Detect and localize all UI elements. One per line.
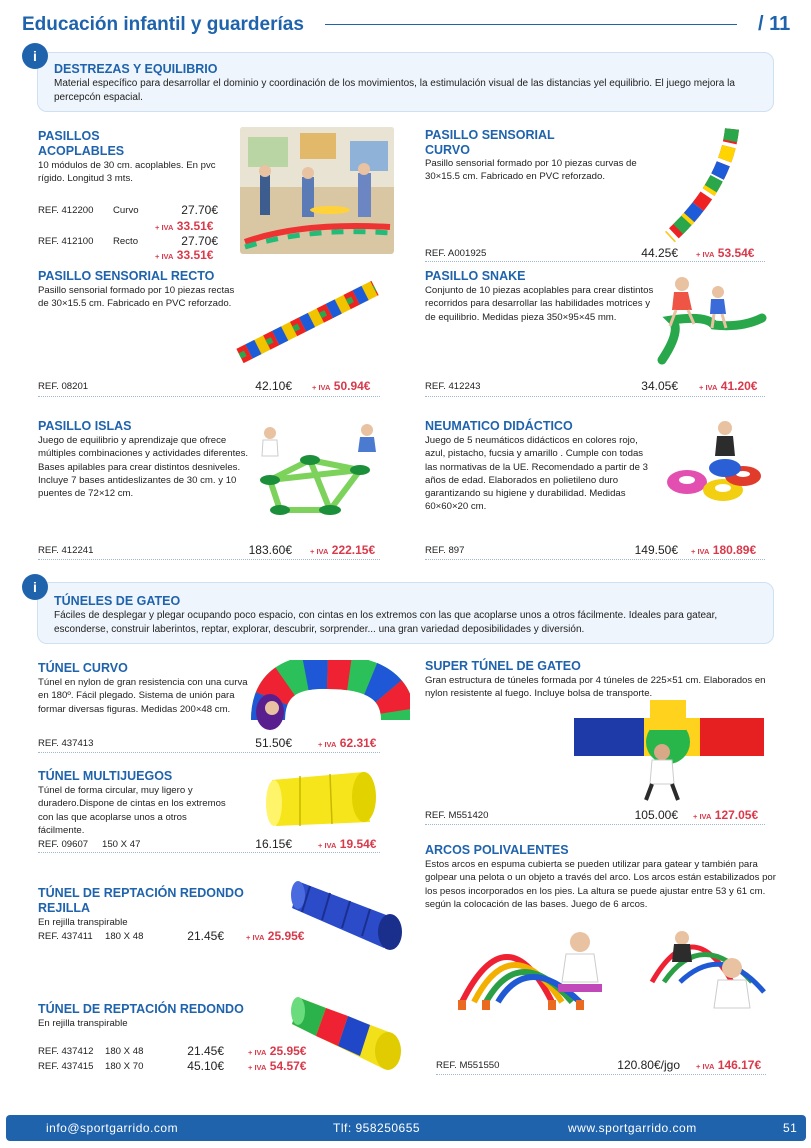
product-iva-price: + IVA 33.51€ [155, 219, 214, 233]
product-title: TÚNEL DE REPTACIÓN REDONDO [38, 1002, 244, 1016]
product-iva-price: + IVA 127.05€ [693, 808, 759, 822]
product-variant: Curvo [113, 205, 139, 216]
product-size: 180 X 48 [105, 931, 144, 942]
product-title: TÚNEL CURVO [38, 661, 128, 675]
product-iva-price: + IVA 19.54€ [318, 837, 377, 851]
product-price: 21.45€ [187, 929, 224, 943]
footer-phone: Tlf: 958250655 [333, 1121, 421, 1135]
product-description: Conjunto de 10 piezas acoplables para crear distintos recorridos para desarrollar las habilidades motrices y de equilibrio. Medidas pieza 350×95×45 mm. [425, 285, 654, 323]
product-price: 34.05€ [641, 379, 678, 393]
product-description: Túnel de forma circular, muy ligero y duradero.Dispone de cintas en los extremos con las que acoplarse unos a otros fácilmente. [38, 785, 226, 836]
product-iva-price: + IVA 33.51€ [155, 248, 214, 262]
divider [38, 559, 380, 560]
product-ref: REF. 08201 [38, 381, 89, 392]
info-box-tuneles [37, 582, 774, 644]
product-ref: REF. A001925 [425, 248, 487, 259]
product-iva-price: + IVA 53.54€ [696, 246, 755, 260]
product-size: 150 X 47 [102, 839, 141, 850]
product-iva-price: + IVA 146.17€ [696, 1058, 762, 1072]
product-description: Gran estructura de túneles formada por 4 túneles de 225×51 cm. Elaborados en nylon resistente al fuego. Incluye bolsa de transporte. [425, 675, 766, 700]
colored-tunnel-image [290, 984, 414, 1076]
divider [38, 752, 380, 753]
product-ref: REF. 897 [425, 545, 465, 556]
divider [38, 852, 380, 853]
curved-path-image [650, 125, 742, 245]
product-ref: REF. 412100 [38, 236, 94, 247]
tires-image [665, 418, 773, 506]
product-price: 44.25€ [641, 246, 678, 260]
page-title: Educación infantil y guarderías [22, 14, 304, 35]
product-iva-price: + IVA 41.20€ [699, 379, 758, 393]
product-title: PASILLO SNAKE [425, 269, 526, 283]
product-ref: REF. M551550 [436, 1060, 500, 1071]
product-price: 27.70€ [181, 203, 218, 217]
divider [425, 396, 765, 397]
product-description: Estos arcos en espuma cubierta se pueden utilizar para gatear y también para golpear una pelota o un objeto a través del arco. Los arcos están estabilizados por los pesos incorporados en los pies. La altura se puede ajustar entre 53 y 61 cm. según la colocación de las bases. Juego de 6 arcos. [425, 859, 776, 910]
product-price: 51.50€ [255, 736, 292, 750]
product-iva-price: + IVA 62.31€ [318, 736, 377, 750]
section-title: DESTREZAS Y EQUILIBRIO [54, 62, 218, 76]
product-iva-price: + IVA 25.95€ [246, 929, 305, 943]
product-variant: Recto [113, 236, 139, 247]
divider [425, 261, 765, 262]
section-title: TÚNELES DE GATEO [54, 594, 181, 608]
info-box-destrezas [37, 52, 774, 112]
section-number: / 11 [758, 13, 791, 35]
product-title: PASILLO ISLAS [38, 419, 132, 433]
header-divider [325, 24, 737, 25]
product-size: 180 X 70 [105, 1061, 144, 1072]
super-tunnel-image [570, 700, 768, 808]
product-price: 42.10€ [255, 379, 292, 393]
product-description: Juego de equilibrio y aprendizaje que ofrece múltiples combinaciones y actividades diferentes. Bases apilables para crear distintos desniveles. Incluye 7 bases antideslizantes de 30 cm. y 10 puentes de 72×12 cm. [38, 435, 249, 500]
footer-bar [6, 1115, 806, 1141]
product-iva-price: + IVA 25.95€ [248, 1044, 307, 1058]
product-description: Pasillo sensorial formado por 10 piezas rectas de 30×15.5 cm. Fabricado en PVC reforzado. [38, 285, 235, 310]
snake-path-image [652, 270, 770, 374]
straight-path-image [230, 278, 382, 370]
divider [436, 1074, 766, 1075]
product-size: 180 X 48 [105, 1046, 144, 1057]
section-text: Material específico para desarrollar el dominio y coordinación de los movimientos, la estimulación visual de las distancias yel equilibrio. El juego mejora la percepcón espacial. [54, 78, 735, 103]
product-description: En rejilla transpirable [38, 1018, 128, 1029]
product-description: 10 módulos de 30 cm. acoplables. En pvc rígido. Longitud 3 mts. [38, 160, 216, 185]
product-ref: REF. 412243 [425, 381, 481, 392]
product-price: 16.15€ [255, 837, 292, 851]
product-ref: REF. 437413 [38, 738, 94, 749]
multigame-tunnel-image [260, 766, 384, 832]
product-iva-price: + IVA 180.89€ [691, 543, 757, 557]
info-icon: i [22, 574, 48, 600]
product-iva-price: + IVA 50.94€ [312, 379, 371, 393]
product-title: TÚNEL MULTIJUEGOS [38, 769, 173, 783]
islands-path-image [250, 418, 390, 528]
product-ref: REF. 412241 [38, 545, 94, 556]
product-price: 27.70€ [181, 234, 218, 248]
classroom-photo [240, 127, 394, 254]
footer-email[interactable]: info@sportgarrido.com [46, 1121, 179, 1135]
mesh-tunnel-image [290, 868, 414, 954]
product-ref: REF. 412200 [38, 205, 94, 216]
product-price: 45.10€ [187, 1059, 224, 1073]
product-description: Pasillo sensorial formado por 10 piezas curvas de 30×15.5 cm. Fabricado en PVC reforzado. [425, 158, 637, 183]
product-ref: REF. M551420 [425, 810, 489, 821]
product-description: En rejilla transpirable [38, 917, 128, 928]
divider [425, 824, 765, 825]
product-ref: REF. 437412 [38, 1046, 94, 1057]
product-title: PASILLO SENSORIAL RECTO [38, 269, 215, 283]
curved-tunnel-image [248, 660, 410, 736]
product-title: ARCOS POLIVALENTES [425, 843, 569, 857]
product-description: Túnel en nylon de gran resistencia con una curva en 180º. Fácil plegado. Sistema de unión para formar diversas figuras. Medidas 200×48 cm. [38, 677, 248, 715]
product-iva-price: + IVA 54.57€ [248, 1059, 307, 1073]
product-title: PASILLO SENSORIAL CURVO [425, 128, 555, 157]
footer-website[interactable]: www.sportgarrido.com [568, 1121, 697, 1135]
product-title: PASILLOS ACOPLABLES [38, 129, 125, 158]
info-icon: i [22, 43, 48, 69]
product-ref: REF. 437411 [38, 931, 93, 942]
product-description: Juego de 5 neumáticos didácticos en colores rojo, azul, pistacho, fucsia y amarillo . Cumple con todas las normativas de la UE. Recomendado a partir de 3 años de edad. Elaborados en polietileno duro garantizando su higiene y durabilidad. Medidas 60×60×20 cm. [425, 435, 648, 513]
product-ref: REF. 437415 [38, 1061, 94, 1072]
product-price: 21.45€ [187, 1044, 224, 1058]
divider [38, 396, 380, 397]
page-number: 51 [783, 1121, 798, 1135]
section-text: Fáciles de desplegar y plegar ocupando poco espacio, con cintas en los extremos con las que acoplarse unos a otros fácilmente. Ideales para gatear, esconderse, construir laberintos, reptar, explorar, descubrir, sorprender... una gran variedad deposibilidades y diversión. [54, 610, 718, 635]
arches-image [452, 922, 770, 1054]
divider [425, 559, 765, 560]
product-iva-price: + IVA 222.15€ [310, 543, 376, 557]
product-title: TÚNEL DE REPTACIÓN REDONDO REJILLA [38, 886, 244, 915]
product-title: SUPER TÚNEL DE GATEO [425, 659, 581, 673]
product-price: 149.50€ [634, 543, 678, 557]
product-price: 105.00€ [634, 808, 678, 822]
product-title: NEUMATICO DIDÁCTICO [425, 419, 573, 433]
product-price: 120.80€/jgo [617, 1058, 680, 1072]
product-price: 183.60€ [248, 543, 292, 557]
product-ref: REF. 09607 [38, 839, 89, 850]
